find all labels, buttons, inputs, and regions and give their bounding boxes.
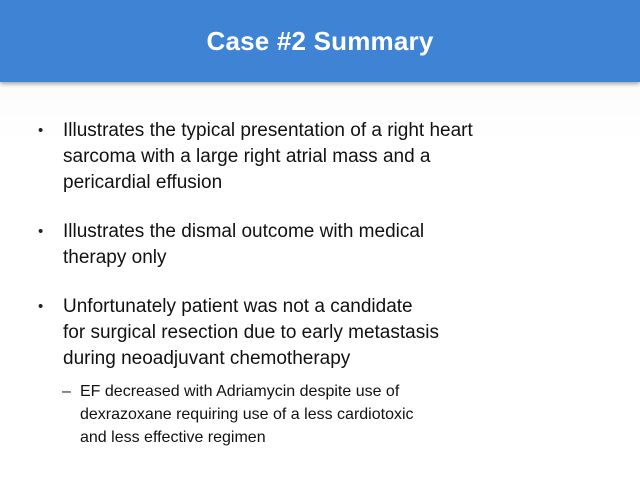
bullet-text: Illustrates the typical presentation of a right heart sarcoma with a large right atrial mass and a pericardial effusion [63,120,473,193]
title-bar [0,0,640,82]
bullet-item [38,219,608,271]
bullet-list [38,118,608,372]
sub-bullet-item [62,380,562,449]
bullet-marker: • [38,298,44,315]
bullet-marker: • [38,223,44,240]
sub-bullet-list [62,380,562,449]
sub-bullet-text: EF decreased with Adriamycin despite use of dexrazoxane requiring use of a less cardiotoxic and less effective regimen [80,383,414,446]
sub-bullet-marker: – [62,383,71,400]
bullet-item [38,294,608,372]
bullet-item [38,118,608,196]
bullet-text: Illustrates the dismal outcome with medical therapy only [63,221,425,268]
bullet-marker: • [38,122,44,139]
bullet-text: Unfortunately patient was not a candidate for surgical resection due to early metastasis during neoadjuvant chemotherapy [63,296,439,369]
slide-title: Case #2 Summary [206,25,434,56]
